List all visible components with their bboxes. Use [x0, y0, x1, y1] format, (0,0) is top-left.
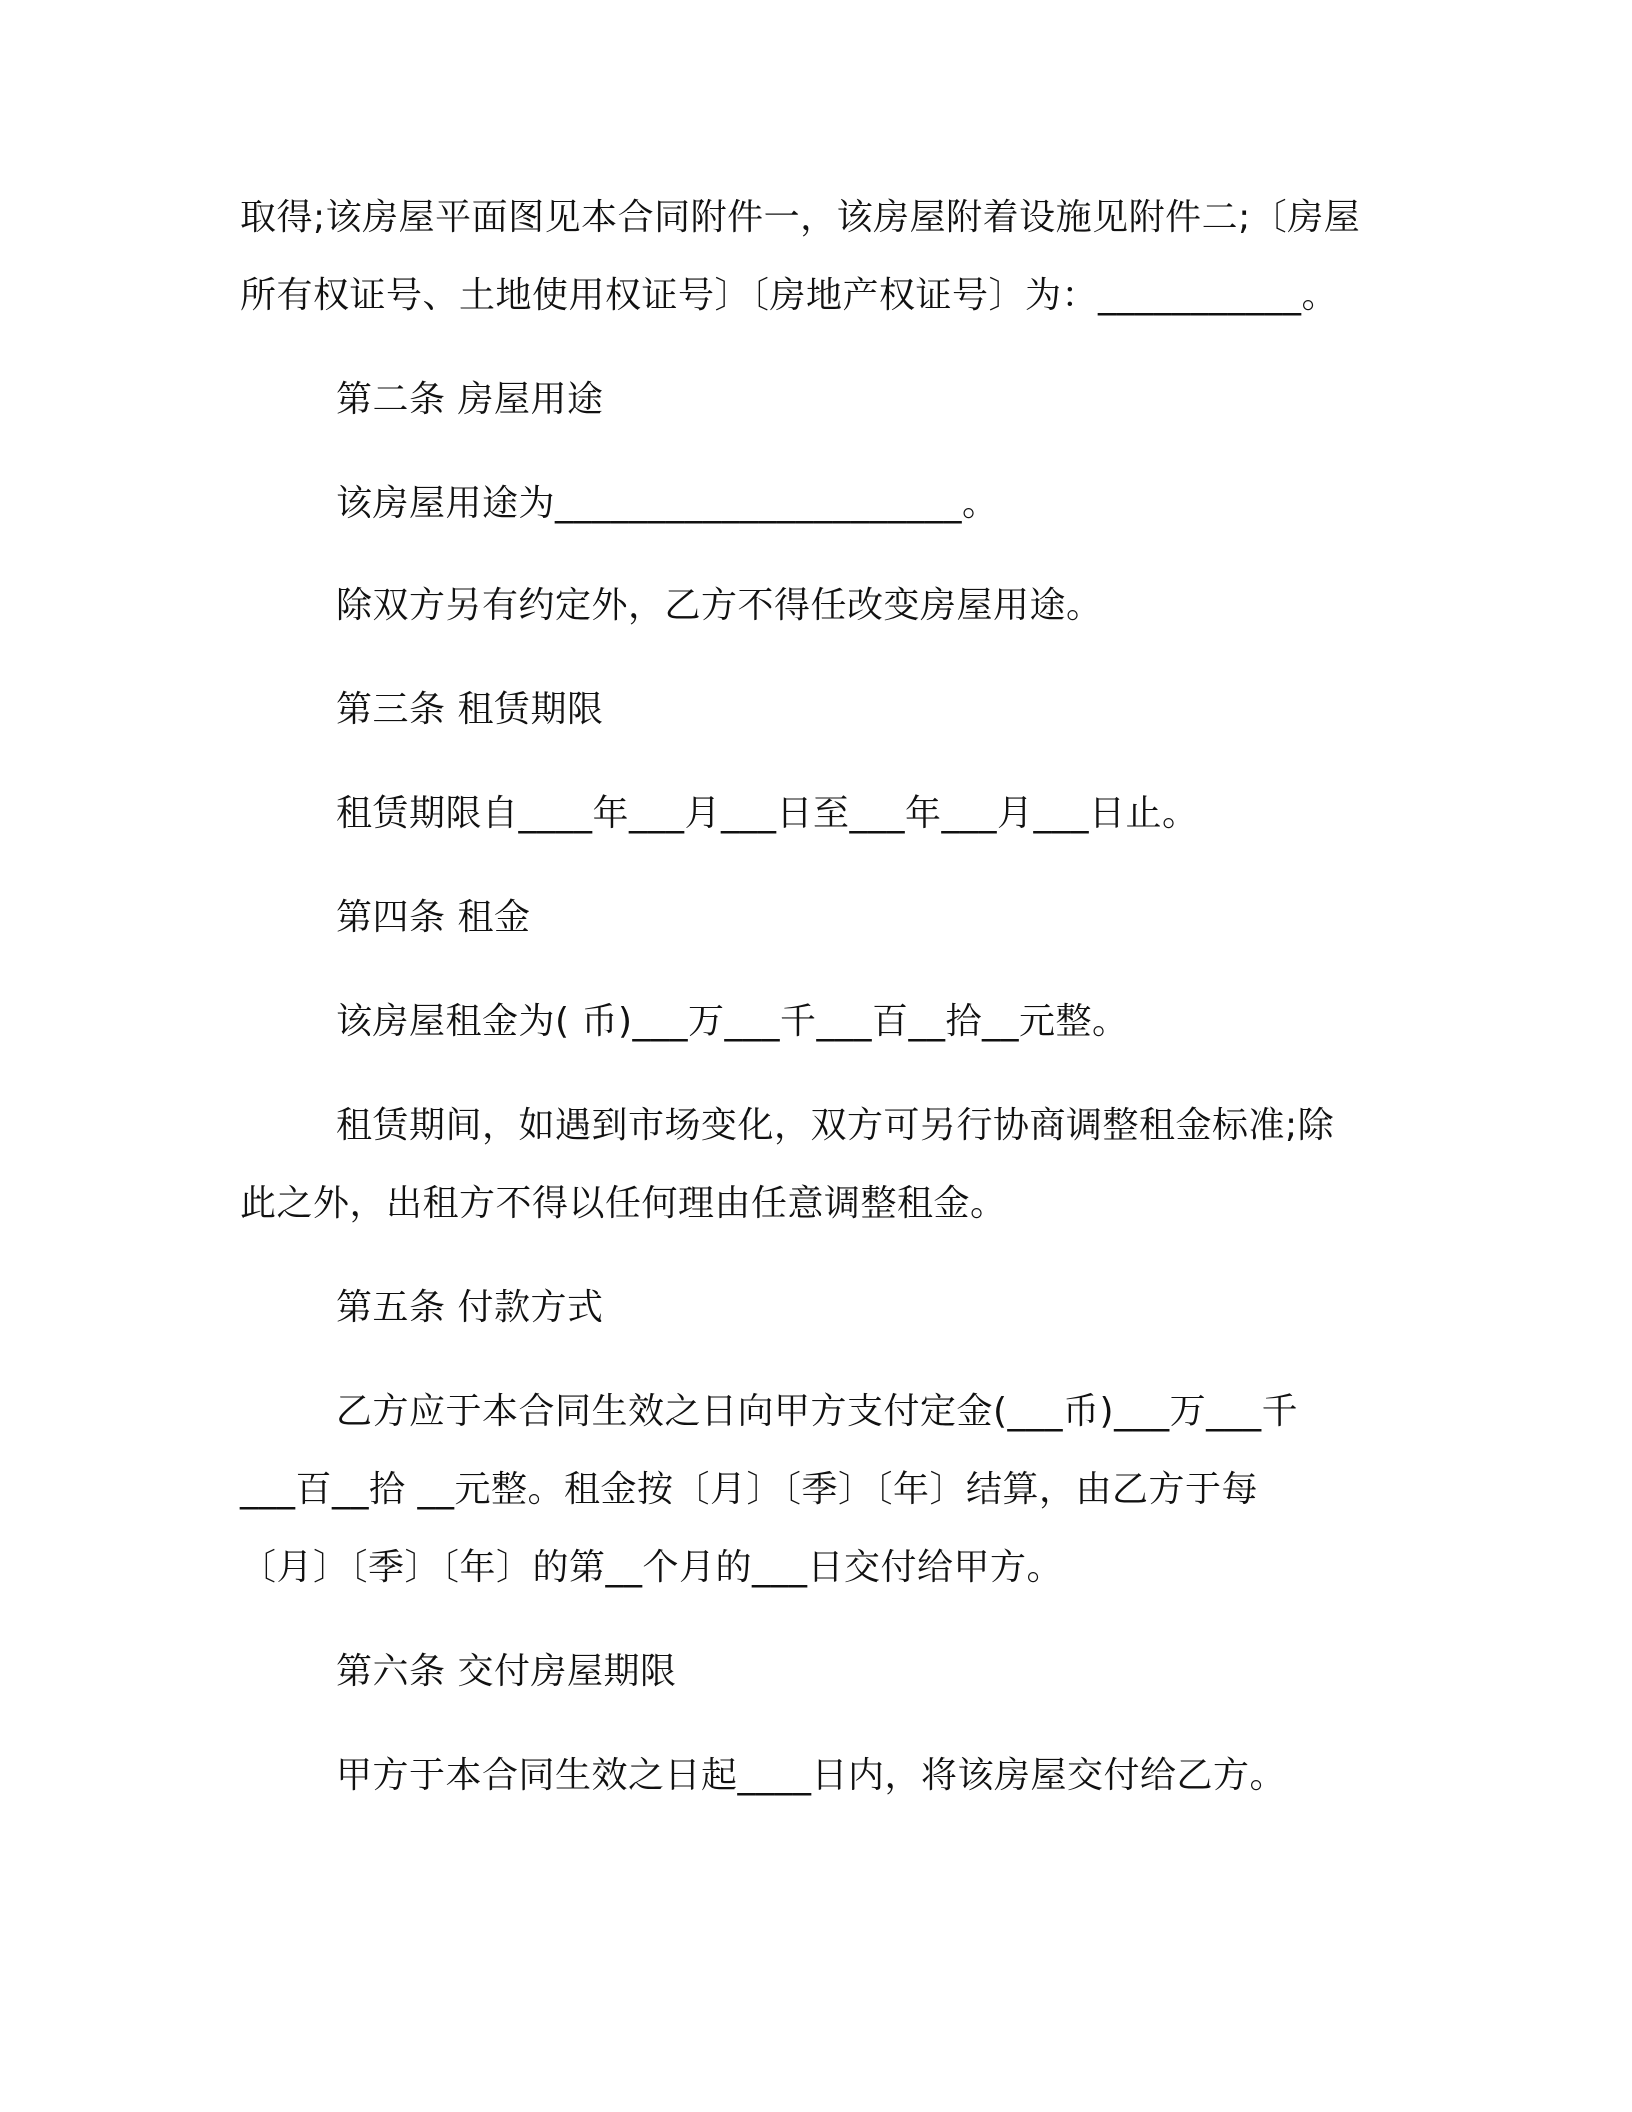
article-4-paragraph: 该房屋租金为( 币)___万___千___百__拾__元整。 [336, 1001, 1129, 1042]
article-5-paragraph: 〔月〕〔季〕〔年〕的第__个月的___日交付给甲方。 [240, 1547, 1064, 1588]
article-4-paragraph: 租赁期间，如遇到市场变化，双方可另行协商调整租金标准;除 [336, 1105, 1335, 1146]
article-6-paragraph: 甲方于本合同生效之日起____日内，将该房屋交付给乙方。 [336, 1755, 1287, 1796]
article-5-paragraph: ___百__拾 __元整。租金按〔月〕〔季〕〔年〕结算，由乙方于每 [240, 1469, 1258, 1510]
article-2-paragraph: 除双方另有约定外，乙方不得任改变房屋用途。 [336, 585, 1103, 626]
article-5-paragraph: 乙方应于本合同生效之日向甲方支付定金(___币)___万___千 [336, 1391, 1299, 1432]
article-5-heading: 第五条 付款方式 [336, 1287, 604, 1328]
paragraph-line: 取得;该房屋平面图见本合同附件一，该房屋附着设施见附件二;〔房屋 [240, 197, 1361, 238]
article-4-paragraph: 此之外，出租方不得以任何理由任意调整租金。 [240, 1183, 1007, 1224]
article-3-heading: 第三条 租赁期限 [336, 689, 604, 730]
paragraph-line: 所有权证号、土地使用权证号〕〔房地产权证号〕为：___________。 [240, 275, 1339, 316]
article-2-paragraph: 该房屋用途为______________________。 [336, 483, 999, 524]
article-3-paragraph: 租赁期限自____年___月___日至___年___月___日止。 [336, 793, 1199, 834]
article-2-heading: 第二条 房屋用途 [336, 379, 604, 420]
article-4-heading: 第四条 租金 [336, 897, 531, 938]
article-6-heading: 第六条 交付房屋期限 [336, 1651, 677, 1692]
